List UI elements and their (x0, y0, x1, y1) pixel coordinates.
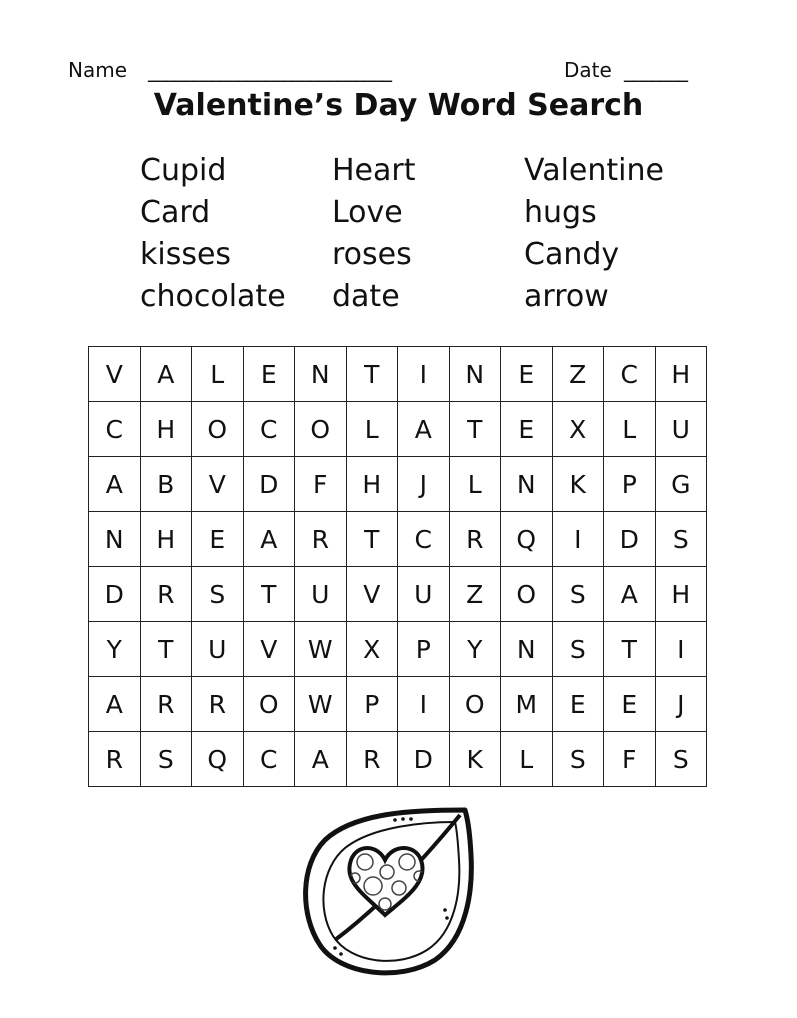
grid-cell[interactable]: E (552, 677, 604, 732)
word-item: Cupid (140, 153, 227, 188)
word-item: Heart (332, 153, 416, 188)
name-date-line (68, 58, 748, 88)
grid-row (89, 512, 707, 567)
word-item: roses (332, 237, 412, 272)
grid-cell[interactable]: V (346, 567, 398, 622)
grid-cell[interactable]: H (140, 512, 192, 567)
grid-cell[interactable]: F (295, 457, 347, 512)
heart-in-leaf-icon (295, 800, 485, 985)
grid-row (89, 732, 707, 787)
grid-cell[interactable]: S (552, 732, 604, 787)
grid-cell[interactable]: O (295, 402, 347, 457)
word-item: arrow (524, 279, 609, 314)
grid-cell[interactable]: U (655, 402, 707, 457)
grid-cell[interactable]: A (398, 402, 450, 457)
grid-cell[interactable]: X (552, 402, 604, 457)
grid-cell[interactable]: I (398, 677, 450, 732)
grid-cell[interactable]: C (243, 732, 295, 787)
grid-row (89, 567, 707, 622)
grid-cell[interactable]: B (140, 457, 192, 512)
grid-cell[interactable]: I (552, 512, 604, 567)
word-bank (140, 150, 700, 330)
grid-cell[interactable]: L (192, 347, 244, 402)
grid-cell[interactable]: S (552, 622, 604, 677)
page-title: Valentine’s Day Word Search (153, 88, 644, 123)
grid-cell[interactable]: N (295, 347, 347, 402)
grid-row (89, 347, 707, 402)
word-bank-column-2 (332, 150, 522, 318)
grid-cell[interactable]: Q (192, 732, 244, 787)
grid-cell[interactable]: Z (449, 567, 501, 622)
grid-cell[interactable]: A (295, 732, 347, 787)
grid-cell[interactable]: J (398, 457, 450, 512)
grid-cell[interactable]: I (655, 622, 707, 677)
grid-cell[interactable]: A (243, 512, 295, 567)
grid-cell[interactable]: V (192, 457, 244, 512)
grid-cell[interactable]: C (398, 512, 450, 567)
grid-cell[interactable]: H (655, 347, 707, 402)
grid-cell[interactable]: P (398, 622, 450, 677)
grid-cell[interactable]: S (140, 732, 192, 787)
grid-cell[interactable]: T (140, 622, 192, 677)
grid-cell[interactable]: C (89, 402, 141, 457)
grid-cell[interactable]: R (89, 732, 141, 787)
grid-cell[interactable]: H (140, 402, 192, 457)
grid-cell[interactable]: W (295, 622, 347, 677)
grid-cell[interactable]: I (398, 347, 450, 402)
grid-cell[interactable]: J (655, 677, 707, 732)
grid-cell[interactable]: D (604, 512, 656, 567)
grid-cell[interactable]: P (604, 457, 656, 512)
name-label: Name (68, 58, 128, 82)
grid-cell[interactable]: L (346, 402, 398, 457)
grid-cell[interactable]: T (449, 402, 501, 457)
grid-row (89, 402, 707, 457)
word-item: kisses (140, 237, 232, 272)
grid-cell[interactable]: E (501, 347, 553, 402)
word-item: date (332, 279, 400, 314)
grid-cell[interactable]: T (604, 622, 656, 677)
grid-cell[interactable]: C (604, 347, 656, 402)
grid-cell[interactable]: E (604, 677, 656, 732)
grid-cell[interactable]: U (192, 622, 244, 677)
grid-cell[interactable]: V (243, 622, 295, 677)
grid-cell[interactable]: N (501, 622, 553, 677)
grid-cell[interactable]: A (604, 567, 656, 622)
grid-cell[interactable]: Z (552, 347, 604, 402)
grid-cell[interactable]: X (346, 622, 398, 677)
grid-cell[interactable]: Y (449, 622, 501, 677)
word-bank-column-3 (524, 150, 714, 318)
word-item: Card (140, 195, 211, 230)
word-item: Candy (524, 237, 620, 272)
grid-cell[interactable]: R (140, 677, 192, 732)
grid-cell[interactable]: K (552, 457, 604, 512)
grid-cell[interactable]: T (346, 512, 398, 567)
grid-cell[interactable]: W (295, 677, 347, 732)
grid-cell[interactable]: O (192, 402, 244, 457)
grid-row (89, 677, 707, 732)
grid-cell[interactable]: Y (89, 622, 141, 677)
grid-cell[interactable]: D (243, 457, 295, 512)
grid-cell[interactable]: D (398, 732, 450, 787)
grid-cell[interactable]: O (243, 677, 295, 732)
grid-cell[interactable]: R (449, 512, 501, 567)
grid-cell[interactable]: E (501, 402, 553, 457)
grid-cell[interactable]: O (449, 677, 501, 732)
grid-cell[interactable]: R (192, 677, 244, 732)
grid-cell[interactable]: R (140, 567, 192, 622)
grid-cell[interactable]: U (295, 567, 347, 622)
grid-cell[interactable]: S (552, 567, 604, 622)
grid-cell[interactable]: L (449, 457, 501, 512)
grid-cell[interactable]: O (501, 567, 553, 622)
grid-cell[interactable]: H (655, 567, 707, 622)
grid-cell[interactable]: E (243, 347, 295, 402)
grid-cell[interactable]: L (501, 732, 553, 787)
grid-cell[interactable]: S (655, 732, 707, 787)
grid-cell[interactable]: A (89, 677, 141, 732)
word-item: chocolate (140, 279, 286, 314)
grid-cell[interactable]: L (604, 402, 656, 457)
grid-cell[interactable]: S (192, 567, 244, 622)
grid-cell[interactable]: E (192, 512, 244, 567)
grid-row (89, 622, 707, 677)
grid-cell[interactable]: R (295, 512, 347, 567)
grid-cell[interactable]: M (501, 677, 553, 732)
grid-cell[interactable]: P (346, 677, 398, 732)
grid-cell[interactable]: N (501, 457, 553, 512)
grid-cell[interactable]: N (89, 512, 141, 567)
grid-cell[interactable]: U (398, 567, 450, 622)
grid-cell[interactable]: A (89, 457, 141, 512)
date-label: Date (564, 58, 612, 82)
grid-cell[interactable]: K (449, 732, 501, 787)
grid-cell[interactable]: H (346, 457, 398, 512)
grid-cell[interactable]: Q (501, 512, 553, 567)
grid-cell[interactable]: V (89, 347, 141, 402)
grid-cell[interactable]: A (140, 347, 192, 402)
grid-cell[interactable]: C (243, 402, 295, 457)
grid-cell[interactable]: N (449, 347, 501, 402)
name-blank[interactable]: ___________________________ (148, 58, 391, 82)
grid-cell[interactable]: R (346, 732, 398, 787)
grid-cell[interactable]: T (243, 567, 295, 622)
grid-cell[interactable]: D (89, 567, 141, 622)
grid-cell[interactable]: S (655, 512, 707, 567)
word-item: Love (332, 195, 403, 230)
word-item: Valentine (524, 153, 664, 188)
date-blank[interactable]: _______ (624, 58, 687, 82)
grid-cell[interactable]: F (604, 732, 656, 787)
word-item: hugs (524, 195, 597, 230)
grid-cell[interactable]: T (346, 347, 398, 402)
word-search-grid (88, 346, 707, 787)
grid-cell[interactable]: G (655, 457, 707, 512)
grid-row (89, 457, 707, 512)
word-bank-column-1 (140, 150, 330, 318)
